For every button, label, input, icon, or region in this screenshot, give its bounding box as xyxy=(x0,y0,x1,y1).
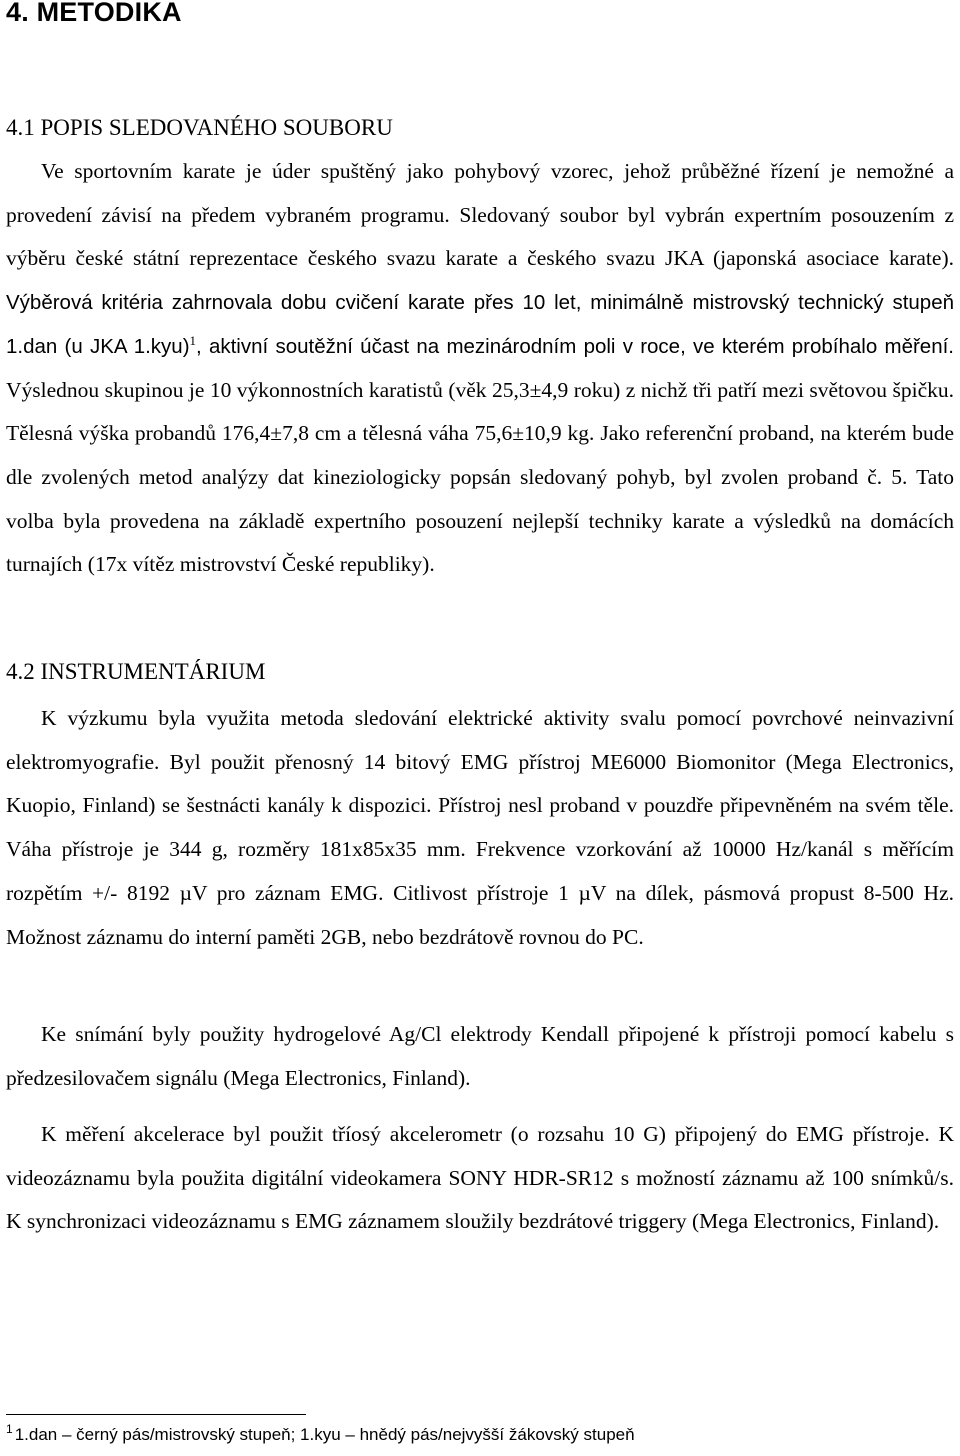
paragraph-electrodes xyxy=(6,1013,954,1100)
paragraph-text-group: Výslednou skupinou je 10 výkonnostních karatistů (věk 25,3±4,9 roku) z nichž tři patří mezi světovou špičku. Tělesná výška probandů 176,4±7,8 cm a tělesná váha 75,6±10,9 kg. Jako referenční proband, na kterém bude dle zvolených metod analýzy dat kineziologicky popsán sledovaný pohyb, byl zvolen proband č. 5. Tato volba byla provedena na základě expertního posouzení nejlepší techniky karate a výsledků na domácích turnajích (17x vítěz mistrovství České republiky). xyxy=(6,377,954,577)
paragraph-emg-device xyxy=(6,697,954,959)
paragraph-sledovany-soubor xyxy=(6,150,954,587)
paragraph-text: K výzkumu byla využita metoda sledování elektrické aktivity svalu pomocí povrchové neinvazivní elektromyografie. Byl použit přenosný 14 bitový EMG přístroj ME6000 Biomonitor (Mega Electronics, Kuopio, Finland) se šestnácti kanály k dispozici. Přístroj nesl proband v pouzdře připevněném na svém těle. Váha přístroje je 344 g, rozměry 181x85x35 mm. Frekvence vzorkování až 10000 Hz/kanál s měřícím rozpětím +/- 8192 µV pro záznam EMG. Citlivost přístroje 1 µV na dílek, pásmová propust 8-500 Hz. Možnost záznamu do interní paměti 2GB, nebo bezdrátově rovnou do PC. xyxy=(6,706,954,949)
footnote xyxy=(6,1418,635,1452)
footnote-marker: 1 xyxy=(6,1422,13,1437)
section-heading-4-1: 4.1 POPIS SLEDOVANÉHO SOUBORU xyxy=(6,115,393,140)
paragraph-text: K měření akcelerace byl použit tříosý akcelerometr (o rozsahu 10 G) připojený do EMG přístroje. K videozáznamu byla použita digitální videokamera SONY HDR-SR12 s možností záznamu až 100 snímků/s. K synchronizaci videozáznamu s EMG záznamem sloužily bezdrátové triggery (Mega Electronics, Finland). xyxy=(6,1122,954,1234)
paragraph-text-participation: , aktivní soutěžní účast na mezinárodním poli v roce, ve kterém probíhalo měření. xyxy=(196,334,954,358)
paragraph-accelerometer xyxy=(6,1113,954,1244)
paragraph-text: Ve sportovním karate je úder spuštěný jako pohybový vzorec, jehož průběžné řízení je nemožné a provedení závisí na předem vybraném programu. Sledovaný soubor byl vybrán expertním posouzením z výběru české státní reprezentace českého svazu karate a českého svazu JKA (japonská asociace karate). xyxy=(6,159,954,271)
paragraph-text: Ke snímání byly použity hydrogelové Ag/Cl elektrody Kendall připojené k přístroji pomocí kabelu s předzesilovačem signálu (Mega Electronics, Finland). xyxy=(6,1022,954,1090)
paragraph-text-criteria: Výběrová kritéria zahrnovala dobu cvičení karate přes 10 let, minimálně mistrovský technický stupeň 1.dan (u JKA 1.kyu) xyxy=(6,291,954,358)
chapter-title: 4. METODIKA xyxy=(6,0,182,27)
footnote-text: 1.dan – černý pás/mistrovský stupeň; 1.kyu – hnědý pás/nejvyšší žákovský stupeň xyxy=(14,1425,635,1444)
footnote-separator xyxy=(6,1414,306,1415)
section-heading-4-2: 4.2 INSTRUMENTÁRIUM xyxy=(6,659,266,684)
footnote-reference[interactable]: 1 xyxy=(189,332,197,348)
